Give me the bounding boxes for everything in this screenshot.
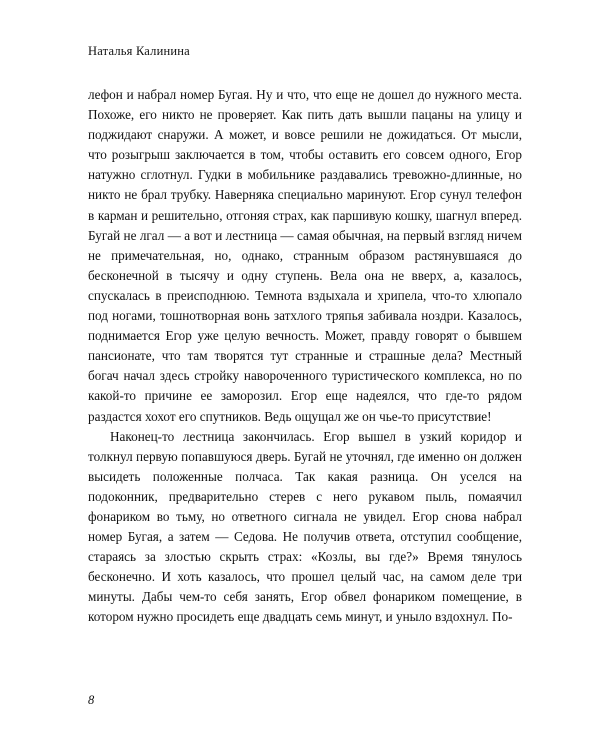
paragraph: Наконец-то лестница закончилась. Егор вышел в узкий коридор и толкнул первую попавшуюся дверь. Бугай не уточнял, где именно он должен высидеть положенные полчаса. Так какая разница. Он уселся на подоконник, предварительно стерев с него рукавом пыль, помаячил фонариком во тьму, но ответного сигнала не увидел. Егор снова набрал номер Бугая, а затем — Седова. Не получив ответа, отступил сообщение, стараясь за злостью скрыть страх: «Козлы, вы где?» Время тянулось бесконечно. И хоть казалось, что прошел целый час, на самом деле три минуты. Дабы чем-то себя занять, Егор обвел фонариком помещение, в котором нужно просидеть еще двадцать семь минут, и уныло вздохнул. По- xyxy=(88,428,522,625)
page-body-text xyxy=(88,85,522,628)
paragraph: лефон и набрал номер Бугая. Ну и что, что еще не дошел до нужного места. Похоже, его никто не проверяет. Как пить дать вышли пацаны на улицу и поджидают снаружи. А может, и вовсе решили не дожидаться. От мысли, что розыгрыш заключается в том, чтобы оставить его совсем одного, Егор натужно сглотнул. Гудки в мобильнике раздавались тревожно-длинные, но никто не брал трубку. Наверняка специально маринуют. Егор сунул телефон в карман и решительно, отгоняя страх, как паршивую кошку, шагнул вперед. Бугай не лгал — а вот и лестница — самая обычная, на первый взгляд ничем не примечательная, но, однако, странным образом растянувшаяся до бесконечной в тысячу и одну ступень. Вела она не вверх, а, казалось, спускалась в преисподнюю. Темнота вздыхала и хрипела, что-то хлюпало под ногами, тошнотворная вонь затхлого тряпья забивала ноздри. Казалось, поднимается Егор уже целую вечность. Может, правду говорят о бывшем пансионате, что там творятся тут странные и страшные дела? Местный богач начал здесь стройку навороченного туристического комплекса, но по какой-то причине ее заморозил. Егор еще надеялся, что где-то рядом раздастся хохот его спутников. Ведь ощущал же он чье-то присутствие! xyxy=(88,87,522,424)
page-number: 8 xyxy=(88,693,95,707)
running-head-author: Наталья Калинина xyxy=(88,44,190,58)
